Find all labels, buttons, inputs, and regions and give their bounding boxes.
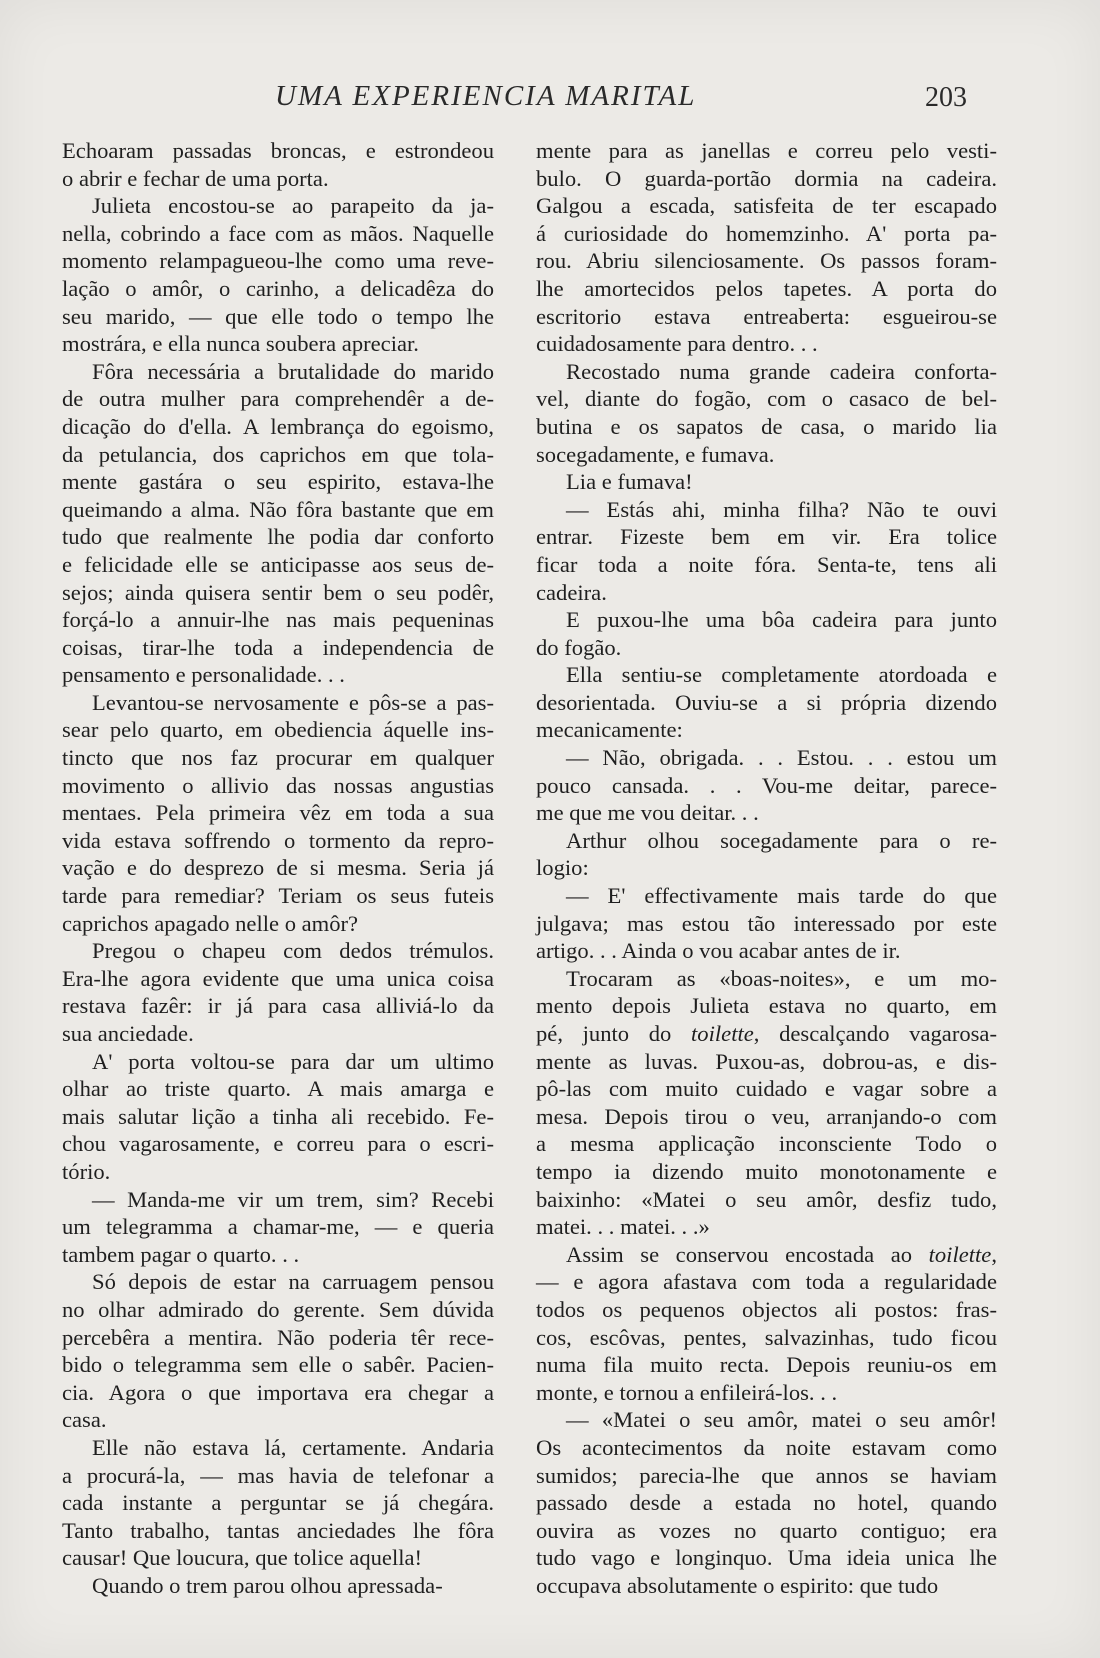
paragraph xyxy=(62,1572,494,1600)
paragraph xyxy=(536,1406,997,1599)
text-line: me que me vou deitar. . . xyxy=(536,800,759,826)
paragraph xyxy=(536,827,997,882)
text-line: ouvira as vozes no quarto contiguo; era xyxy=(536,1517,997,1543)
text-line: A' porta voltou-se para dar um ultimo xyxy=(92,1048,494,1074)
text-line: casa. xyxy=(62,1407,107,1433)
text-line: movimento o allivio das nossas angustias xyxy=(62,772,494,798)
text-line: tempo ia dizendo muito monotonamente e xyxy=(536,1158,997,1184)
text-line: pô-las com muito cuidado e vagar sobre a xyxy=(536,1076,997,1102)
text-line: mente para as janellas e correu pelo vesti- xyxy=(536,138,997,163)
paragraph xyxy=(62,689,494,937)
text-line: bido o telegramma sem elle o sabêr. Pacien- xyxy=(62,1352,494,1378)
right-text-column xyxy=(536,137,997,1599)
text-line: bulo. O guarda-portão dormia na cadeira. xyxy=(536,165,997,191)
text-line: baixinho: «Matei o seu amôr, desfiz tudo, xyxy=(536,1186,997,1212)
text-line: rou. Abriu silenciosamente. Os passos foram- xyxy=(536,248,997,274)
text-line: mentaes. Pela primeira vêz em toda a sua xyxy=(62,800,494,826)
text-line: vida estava soffrendo o tormento da repro- xyxy=(62,827,494,853)
text-line: mostrára, e ella nunca soubera apreciar. xyxy=(62,331,419,357)
text-line: escritorio estava entreaberta: esgueirou-se xyxy=(536,303,997,329)
text-line: vação e do desprezo de si mesma. Seria já xyxy=(62,855,494,881)
paragraph xyxy=(536,606,997,661)
paragraph xyxy=(536,1241,997,1407)
page-number: 203 xyxy=(925,82,967,113)
text-line: Recostado numa grande cadeira conforta- xyxy=(566,358,997,384)
page-header xyxy=(0,80,1100,120)
text-line: forçá-lo a annuir-lhe nas mais pequeninas xyxy=(62,607,494,633)
text-line: momento relampagueou-lhe como uma reve- xyxy=(62,248,494,274)
text-line: mente gastára o seu espirito, estava-lhe xyxy=(62,469,494,495)
text-line: julgava; mas estou tão interessado por este xyxy=(536,910,997,936)
text-line: seu marido, — que elle todo o tempo lhe xyxy=(62,303,494,329)
text-line: — Manda-me vir um trem, sim? Recebi xyxy=(92,1186,494,1212)
text-line: tincto que nos faz procurar em qualquer xyxy=(62,745,494,771)
text-line: cada instante a perguntar se já chegára. xyxy=(62,1490,494,1516)
text-line: Assim se conservou encostada ao toilette, xyxy=(566,1241,997,1267)
text-line: um telegramma a chamar-me, — e queria xyxy=(62,1214,494,1240)
text-line: Trocaram as «boas-noites», e um mo- xyxy=(566,965,997,991)
text-line: Fôra necessária a brutalidade do marido xyxy=(92,358,494,384)
text-line: artigo. . . Ainda o vou acabar antes de ir. xyxy=(536,938,901,964)
paragraph xyxy=(62,192,494,358)
text-line: cia. Agora o que importava era chegar a xyxy=(62,1379,494,1405)
text-line: Galgou a escada, satisfeita de ter escapado xyxy=(536,193,997,219)
text-line: á curiosidade do homemzinho. A' porta pa- xyxy=(536,220,997,246)
text-line: caprichos apagado nelle o amôr? xyxy=(62,910,359,936)
text-line: o abrir e fechar de uma porta. xyxy=(62,165,329,191)
text-line: mente as luvas. Puxou-as, dobrou-as, e dis- xyxy=(536,1048,997,1074)
text-line: Lia e fumava! xyxy=(566,469,693,495)
running-title: UMA EXPERIENCIA MARITAL xyxy=(275,80,697,112)
text-line: tarde para remediar? Teriam os seus futeis xyxy=(62,883,494,909)
text-line: chou vagarosamente, e correu para o escri- xyxy=(62,1131,494,1157)
italic-word: toilette xyxy=(928,1241,992,1267)
text-line: — «Matei o seu amôr, matei o seu amôr! xyxy=(566,1407,997,1433)
text-line: lação o amôr, o carinho, a delicadêza do xyxy=(62,275,494,301)
text-line: da petulancia, dos caprichos em que tola- xyxy=(62,441,494,467)
text-line: percebêra a mentira. Não poderia têr rece- xyxy=(62,1324,494,1350)
text-line: no olhar admirado do gerente. Sem dúvida xyxy=(62,1296,494,1322)
text-line: tudo que realmente lhe podia dar conforto xyxy=(62,524,494,550)
text-line: occupava absolutamente o espirito: que tudo xyxy=(536,1572,939,1598)
paragraph xyxy=(536,468,997,496)
paragraph xyxy=(536,744,997,827)
left-text-column xyxy=(62,137,494,1599)
paragraph xyxy=(536,358,997,468)
text-line: tório. xyxy=(62,1158,111,1184)
paragraph xyxy=(536,496,997,606)
text-line: pensamento e personalidade. . . xyxy=(62,662,345,688)
text-line: cos, escôvas, pentes, salvazinhas, tudo ficou xyxy=(536,1324,997,1350)
text-line: dicação do d'ella. A lembrança do egoismo, xyxy=(62,413,494,439)
text-line: Era-lhe agora evidente que uma unica coisa xyxy=(62,965,494,991)
text-line: Levantou-se nervosamente e pôs-se a pas- xyxy=(92,689,494,715)
text-line: Tanto trabalho, tantas anciedades lhe fôra xyxy=(62,1517,494,1543)
text-line: tambem pagar o quarto. . . xyxy=(62,1241,300,1267)
text-line: mais salutar lição a tinha ali recebido. Fe- xyxy=(62,1103,494,1129)
paragraph xyxy=(62,1048,494,1186)
text-line: socegadamente, e fumava. xyxy=(536,441,775,467)
text-line: pouco cansada. . . Vou-me deitar, parece- xyxy=(536,772,997,798)
text-line: passado desde a estada no hotel, quando xyxy=(536,1490,997,1516)
text-line: mesa. Depois tirou o veu, arranjando-o com xyxy=(536,1103,997,1129)
text-line: Elle não estava lá, certamente. Andaria xyxy=(92,1434,494,1460)
text-line: todos os pequenos objectos ali postos: fras- xyxy=(536,1296,997,1322)
paragraph xyxy=(536,965,997,1241)
text-line: pé, junto do toilette, descalçando vagarosa- xyxy=(536,1021,997,1046)
text-line: desorientada. Ouviu-se a si própria dizendo xyxy=(536,689,997,715)
text-line: Arthur olhou socegadamente para o re- xyxy=(566,827,997,853)
paragraph xyxy=(536,137,997,358)
text-line: a procurá-la, — mas havia de telefonar a xyxy=(62,1462,494,1488)
text-line: sejos; ainda quisera sentir bem o seu podêr, xyxy=(62,579,494,605)
text-line: Ella sentiu-se completamente atordoada e xyxy=(566,662,997,688)
text-line: E puxou-lhe uma bôa cadeira para junto xyxy=(566,607,997,633)
text-line: restava fazêr: ir já para casa alliviá-lo da xyxy=(62,993,494,1019)
text-line: — Não, obrigada. . . Estou. . . estou um xyxy=(566,745,997,771)
paragraph xyxy=(62,137,494,192)
text-line: mecanicamente: xyxy=(536,717,683,743)
text-line: sear pelo quarto, em obediencia áquelle ins- xyxy=(62,717,494,743)
text-line: — e agora afastava com toda a regularidade xyxy=(536,1269,997,1295)
text-line: olhar ao triste quarto. A mais amarga e xyxy=(62,1076,494,1102)
italic-word: toilette xyxy=(691,1021,754,1046)
text-line: matei. . . matei. . .» xyxy=(536,1214,710,1240)
text-line: causar! Que loucura, que tolice aquella! xyxy=(62,1545,423,1571)
text-line: butina e os sapatos de casa, o marido lia xyxy=(536,413,997,439)
text-line: lhe amortecidos pelos tapetes. A porta do xyxy=(536,275,997,301)
text-line: cadeira. xyxy=(536,579,607,605)
text-line: Só depois de estar na carruagem pensou xyxy=(92,1269,494,1295)
text-line: entrar. Fizeste bem em vir. Era tolice xyxy=(536,524,997,550)
text-line: cuidadosamente para dentro. . . xyxy=(536,331,818,357)
paragraph xyxy=(62,1268,494,1434)
text-line: Pregou o chapeu com dedos trémulos. xyxy=(92,938,494,964)
text-line: tudo vago e longinquo. Uma ideia unica lhe xyxy=(536,1545,997,1571)
text-line: e felicidade elle se anticipasse aos seus de- xyxy=(62,551,494,577)
text-line: nella, cobrindo a face com as mãos. Naquelle xyxy=(62,220,494,246)
text-line: mento depois Julieta estava no quarto, em xyxy=(536,993,997,1019)
paragraph xyxy=(62,937,494,1047)
text-line: logio: xyxy=(536,855,589,881)
text-line: sua anciedade. xyxy=(62,1021,194,1046)
text-line: coisas, tirar-lhe toda a independencia de xyxy=(62,634,494,660)
text-line: do fogão. xyxy=(536,634,622,660)
text-line: vel, diante do fogão, com o casaco de bel- xyxy=(536,386,997,412)
text-line: monte, e tornou a enfileirá-los. . . xyxy=(536,1379,838,1405)
text-line: — E' effectivamente mais tarde do que xyxy=(566,883,997,909)
text-line: Echoaram passadas broncas, e estrondeou xyxy=(62,138,494,163)
paragraph xyxy=(536,661,997,744)
paragraph xyxy=(62,358,494,689)
text-line: — Estás ahi, minha filha? Não te ouvi xyxy=(566,496,997,522)
text-line: queimando a alma. Não fôra bastante que em xyxy=(62,496,494,522)
text-line: sumidos; parecia-lhe que annos se haviam xyxy=(536,1462,997,1488)
text-line: Julieta encostou-se ao parapeito da ja- xyxy=(92,193,494,219)
text-line: a mesma applicação inconsciente Todo o xyxy=(536,1131,997,1157)
text-line: numa fila muito recta. Depois reuniu-os em xyxy=(536,1352,997,1378)
text-line: de outra mulher para comprehendêr a de- xyxy=(62,386,494,412)
paragraph xyxy=(62,1186,494,1269)
text-line: ficar toda a noite fóra. Senta-te, tens ali xyxy=(536,551,997,577)
text-line: Os acontecimentos da noite estavam como xyxy=(536,1434,997,1460)
text-line: Quando o trem parou olhou apressada- xyxy=(92,1572,443,1598)
paragraph xyxy=(536,882,997,965)
paragraph xyxy=(62,1434,494,1572)
